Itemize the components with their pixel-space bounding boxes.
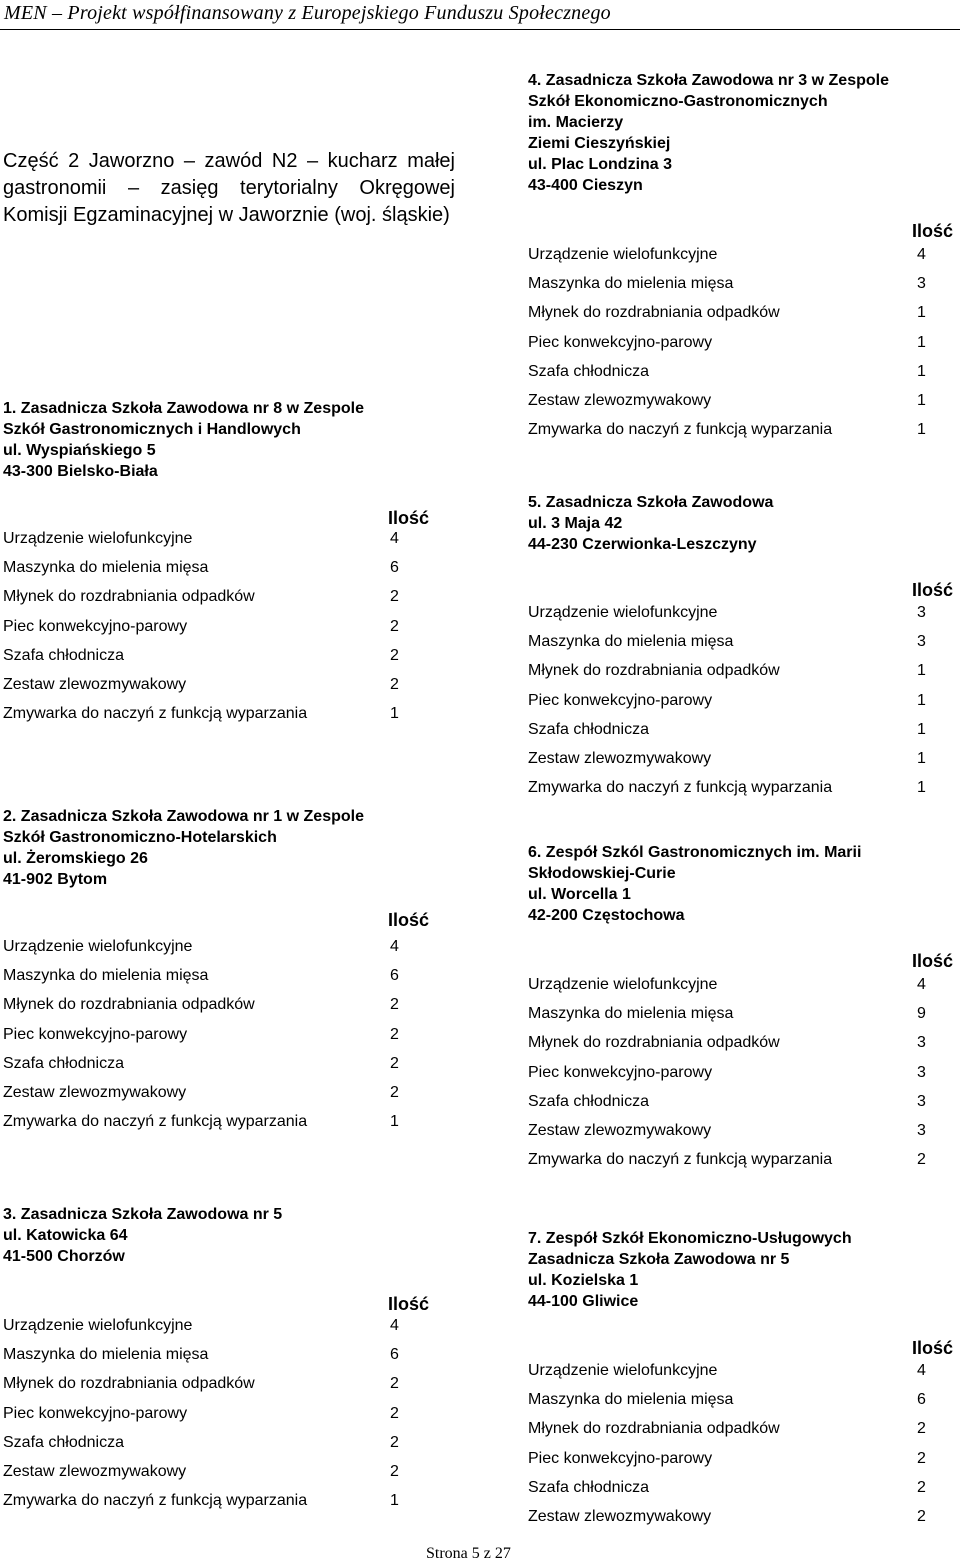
equipment-quantity: 2 xyxy=(390,1405,399,1422)
equipment-row xyxy=(3,1405,399,1425)
equipment-name: Maszynka do mielenia mięsa xyxy=(528,1391,734,1408)
equipment-row xyxy=(528,1005,926,1025)
equipment-quantity: 1 xyxy=(917,779,926,796)
equipment-row xyxy=(3,938,399,958)
equipment-quantity: 1 xyxy=(917,692,926,709)
equipment-quantity: 2 xyxy=(917,1450,926,1467)
school-heading-line: 41-902 Bytom xyxy=(3,871,108,888)
equipment-name: Piec konwekcyjno-parowy xyxy=(3,1405,188,1422)
equipment-name: Młynek do rozdrabniania odpadków xyxy=(3,1375,255,1392)
equipment-name: Urządzenie wielofunkcyjne xyxy=(528,604,718,621)
school-heading-line: ul. Żeromskiego 26 xyxy=(3,850,148,867)
school-heading-line: 6. Zespół Szkól Gastronomicznych im. Marii xyxy=(528,844,862,861)
page-number: Strona 5 z 27 xyxy=(426,1545,511,1562)
equipment-row xyxy=(528,1122,926,1142)
equipment-quantity: 1 xyxy=(917,421,926,438)
equipment-row xyxy=(3,1434,399,1454)
equipment-quantity: 4 xyxy=(917,1362,926,1379)
equipment-name: Urządzenie wielofunkcyjne xyxy=(3,938,193,955)
school-heading xyxy=(528,492,773,555)
quantity-column-header: Ilość xyxy=(388,1294,430,1314)
equipment-row xyxy=(528,604,926,624)
equipment-quantity: 1 xyxy=(390,1492,399,1509)
equipment-name: Maszynka do mielenia mięsa xyxy=(3,559,209,576)
equipment-name: Zmywarka do naczyń z funkcją wyparzania xyxy=(3,705,308,722)
school-heading-line: 3. Zasadnicza Szkoła Zawodowa nr 5 xyxy=(3,1206,283,1223)
school-heading xyxy=(3,1204,282,1267)
equipment-quantity: 2 xyxy=(917,1420,926,1437)
equipment-name: Zestaw zlewozmywakowy xyxy=(528,750,712,767)
school-heading-line: 42-200 Częstochowa xyxy=(528,907,685,924)
school-heading-line: ul. Worcella 1 xyxy=(528,886,631,903)
school-heading-line: 5. Zasadnicza Szkoła Zawodowa xyxy=(528,494,774,511)
school-heading-line: 7. Zespół Szkół Ekonomiczno-Usługowych xyxy=(528,1230,852,1247)
equipment-name: Zestaw zlewozmywakowy xyxy=(3,1084,187,1101)
equipment-name: Urządzenie wielofunkcyjne xyxy=(3,530,193,547)
equipment-name: Młynek do rozdrabniania odpadków xyxy=(528,1420,780,1437)
quantity-column-header: Ilość xyxy=(388,910,430,930)
school-heading-line: 43-400 Cieszyn xyxy=(528,177,643,194)
equipment-name: Piec konwekcyjno-parowy xyxy=(528,692,713,709)
equipment-name: Zestaw zlewozmywakowy xyxy=(3,1463,187,1480)
equipment-row xyxy=(3,1375,399,1395)
school-heading-line: 43-300 Bielsko-Biała xyxy=(3,463,158,480)
equipment-name: Szafa chłodnicza xyxy=(3,647,124,664)
header-title: MEN – Projekt współfinansowany z Europejskiego Funduszu Społecznego xyxy=(4,2,611,24)
equipment-quantity: 9 xyxy=(917,1005,926,1022)
equipment-row xyxy=(528,662,926,682)
quantity-column-header: Ilość xyxy=(388,508,430,528)
school-heading-line: 44-100 Gliwice xyxy=(528,1293,639,1310)
equipment-row xyxy=(3,1113,399,1133)
school-heading-line: ul. Plac Londzina 3 xyxy=(528,156,673,173)
equipment-quantity: 2 xyxy=(390,588,399,605)
equipment-quantity: 2 xyxy=(390,1434,399,1451)
equipment-quantity: 1 xyxy=(390,705,399,722)
equipment-quantity: 1 xyxy=(917,334,926,351)
equipment-quantity: 2 xyxy=(390,1084,399,1101)
school-heading-line: im. Macierzy xyxy=(528,114,624,131)
equipment-name: Szafa chłodnicza xyxy=(528,363,649,380)
equipment-row xyxy=(528,692,926,712)
quantity-column-header: Ilość xyxy=(912,221,954,241)
school-heading-line: Zasadnicza Szkoła Zawodowa nr 5 xyxy=(528,1251,790,1268)
school-heading xyxy=(528,1228,852,1312)
school-heading xyxy=(3,398,364,482)
equipment-name: Maszynka do mielenia mięsa xyxy=(528,275,734,292)
equipment-quantity: 6 xyxy=(390,1346,399,1363)
equipment-quantity: 2 xyxy=(390,1375,399,1392)
equipment-row xyxy=(3,588,399,608)
page-header xyxy=(0,0,960,26)
equipment-row xyxy=(3,996,399,1016)
quantity-column-header: Ilość xyxy=(912,1338,954,1358)
equipment-row xyxy=(528,1034,926,1054)
school-heading-line: Skłodowskiej-Curie xyxy=(528,865,676,882)
equipment-row xyxy=(528,1064,926,1084)
school-heading-line: Szkół Ekonomiczno-Gastronomicznych xyxy=(528,93,828,110)
equipment-name: Młynek do rozdrabniania odpadków xyxy=(528,304,780,321)
equipment-quantity: 2 xyxy=(390,676,399,693)
equipment-name: Piec konwekcyjno-parowy xyxy=(528,1450,713,1467)
equipment-row xyxy=(528,1479,926,1499)
equipment-row xyxy=(528,334,926,354)
equipment-name: Szafa chłodnicza xyxy=(3,1434,124,1451)
equipment-row xyxy=(528,246,926,266)
equipment-name: Maszynka do mielenia mięsa xyxy=(3,1346,209,1363)
equipment-name: Piec konwekcyjno-parowy xyxy=(528,334,713,351)
equipment-quantity: 1 xyxy=(917,392,926,409)
equipment-row xyxy=(528,1362,926,1382)
equipment-name: Szafa chłodnicza xyxy=(528,1479,649,1496)
equipment-row xyxy=(528,1093,926,1113)
equipment-quantity: 4 xyxy=(390,1317,399,1334)
equipment-row xyxy=(528,779,926,799)
equipment-name: Zestaw zlewozmywakowy xyxy=(528,1122,712,1139)
equipment-quantity: 2 xyxy=(917,1151,926,1168)
equipment-quantity: 2 xyxy=(390,1463,399,1480)
equipment-quantity: 3 xyxy=(917,1064,926,1081)
school-heading-line: Szkół Gastronomicznych i Handlowych xyxy=(3,421,301,438)
school-heading-line: ul. Katowicka 64 xyxy=(3,1227,128,1244)
school-heading-line: ul. Kozielska 1 xyxy=(528,1272,639,1289)
equipment-name: Młynek do rozdrabniania odpadków xyxy=(3,588,255,605)
equipment-quantity: 4 xyxy=(917,246,926,263)
equipment-row xyxy=(528,363,926,383)
equipment-row xyxy=(3,1492,399,1512)
equipment-row xyxy=(3,705,399,725)
equipment-name: Maszynka do mielenia mięsa xyxy=(528,633,734,650)
equipment-quantity: 1 xyxy=(917,721,926,738)
equipment-name: Zmywarka do naczyń z funkcją wyparzania xyxy=(3,1492,308,1509)
equipment-quantity: 1 xyxy=(390,1113,399,1130)
equipment-row xyxy=(3,647,399,667)
equipment-name: Urządzenie wielofunkcyjne xyxy=(528,246,718,263)
equipment-row xyxy=(528,1508,926,1528)
equipment-row xyxy=(3,676,399,696)
school-heading-line: ul. Wyspiańskiego 5 xyxy=(3,442,156,459)
equipment-name: Szafa chłodnicza xyxy=(528,721,649,738)
equipment-quantity: 6 xyxy=(917,1391,926,1408)
equipment-quantity: 3 xyxy=(917,633,926,650)
equipment-row xyxy=(3,1463,399,1483)
equipment-row xyxy=(3,1026,399,1046)
equipment-quantity: 6 xyxy=(390,967,399,984)
equipment-name: Zmywarka do naczyń z funkcją wyparzania xyxy=(528,779,833,796)
equipment-row xyxy=(3,530,399,550)
equipment-name: Piec konwekcyjno-parowy xyxy=(528,1064,713,1081)
equipment-quantity: 1 xyxy=(917,304,926,321)
intro-paragraph: Część 2 Jaworzno – zawód N2 – kucharz małej gastronomii – zasięg terytorialny Okręgowej Komisji Egzaminacyjnej w Jaworznie (woj. śląskie) xyxy=(3,150,455,226)
equipment-row xyxy=(3,1084,399,1104)
header-divider xyxy=(0,29,960,30)
equipment-row xyxy=(528,633,926,653)
equipment-quantity: 1 xyxy=(917,750,926,767)
equipment-row xyxy=(528,304,926,324)
equipment-row xyxy=(528,1391,926,1411)
equipment-name: Zestaw zlewozmywakowy xyxy=(3,676,187,693)
equipment-quantity: 3 xyxy=(917,1034,926,1051)
equipment-name: Zmywarka do naczyń z funkcją wyparzania xyxy=(528,1151,833,1168)
school-heading-line: 41-500 Chorzów xyxy=(3,1248,125,1265)
equipment-name: Zmywarka do naczyń z funkcją wyparzania xyxy=(3,1113,308,1130)
equipment-name: Piec konwekcyjno-parowy xyxy=(3,1026,188,1043)
equipment-row xyxy=(528,976,926,996)
equipment-row xyxy=(528,750,926,770)
equipment-name: Urządzenie wielofunkcyjne xyxy=(528,976,718,993)
equipment-quantity: 4 xyxy=(390,938,399,955)
equipment-quantity: 3 xyxy=(917,1122,926,1139)
equipment-quantity: 4 xyxy=(917,976,926,993)
equipment-name: Szafa chłodnicza xyxy=(528,1093,649,1110)
equipment-name: Młynek do rozdrabniania odpadków xyxy=(3,996,255,1013)
quantity-column-header: Ilość xyxy=(912,951,954,971)
school-heading-line: 2. Zasadnicza Szkoła Zawodowa nr 1 w Zespole xyxy=(3,808,364,825)
school-heading-line: 1. Zasadnicza Szkoła Zawodowa nr 8 w Zespole xyxy=(3,400,364,417)
equipment-row xyxy=(528,392,926,412)
school-heading-line: 44-230 Czerwionka-Leszczyny xyxy=(528,536,757,553)
quantity-column-header: Ilość xyxy=(912,580,954,600)
equipment-row xyxy=(3,967,399,987)
equipment-name: Zestaw zlewozmywakowy xyxy=(528,392,712,409)
equipment-name: Urządzenie wielofunkcyjne xyxy=(3,1317,193,1334)
equipment-quantity: 2 xyxy=(390,647,399,664)
equipment-quantity: 3 xyxy=(917,275,926,292)
equipment-row xyxy=(528,1420,926,1440)
equipment-name: Maszynka do mielenia mięsa xyxy=(528,1005,734,1022)
equipment-name: Szafa chłodnicza xyxy=(3,1055,124,1072)
school-heading-line: Szkół Gastronomiczno-Hotelarskich xyxy=(3,829,277,846)
equipment-name: Młynek do rozdrabniania odpadków xyxy=(528,1034,780,1051)
equipment-quantity: 2 xyxy=(390,996,399,1013)
equipment-quantity: 3 xyxy=(917,604,926,621)
equipment-quantity: 2 xyxy=(390,618,399,635)
school-heading-line: ul. 3 Maja 42 xyxy=(528,515,623,532)
equipment-name: Młynek do rozdrabniania odpadków xyxy=(528,662,780,679)
equipment-row xyxy=(3,1055,399,1075)
school-heading-line: Ziemi Cieszyńskiej xyxy=(528,135,671,152)
equipment-name: Zmywarka do naczyń z funkcją wyparzania xyxy=(528,421,833,438)
school-heading xyxy=(528,842,861,926)
equipment-quantity: 2 xyxy=(390,1055,399,1072)
equipment-name: Maszynka do mielenia mięsa xyxy=(3,967,209,984)
equipment-row xyxy=(3,618,399,638)
equipment-row xyxy=(528,721,926,741)
equipment-row xyxy=(3,1346,399,1366)
equipment-quantity: 2 xyxy=(390,1026,399,1043)
equipment-name: Zestaw zlewozmywakowy xyxy=(528,1508,712,1525)
equipment-quantity: 6 xyxy=(390,559,399,576)
equipment-quantity: 1 xyxy=(917,662,926,679)
equipment-row xyxy=(528,275,926,295)
school-heading-line: 4. Zasadnicza Szkoła Zawodowa nr 3 w Zespole xyxy=(528,72,889,89)
equipment-row xyxy=(528,421,926,441)
equipment-name: Urządzenie wielofunkcyjne xyxy=(528,1362,718,1379)
equipment-row xyxy=(3,559,399,579)
equipment-row xyxy=(528,1450,926,1470)
equipment-name: Piec konwekcyjno-parowy xyxy=(3,618,188,635)
equipment-row xyxy=(528,1151,926,1171)
equipment-quantity: 2 xyxy=(917,1508,926,1525)
equipment-quantity: 2 xyxy=(917,1479,926,1496)
equipment-row xyxy=(3,1317,399,1337)
school-heading xyxy=(528,70,889,196)
equipment-quantity: 4 xyxy=(390,530,399,547)
equipment-quantity: 3 xyxy=(917,1093,926,1110)
school-heading xyxy=(3,806,364,890)
equipment-quantity: 1 xyxy=(917,363,926,380)
